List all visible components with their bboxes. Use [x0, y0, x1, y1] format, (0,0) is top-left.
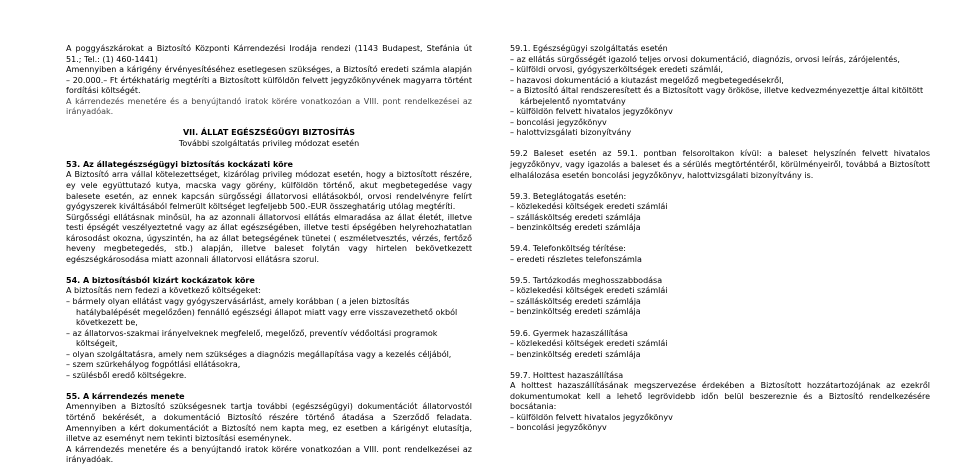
p59-5-heading: 59.5. Tartózkodás meghosszabbodása [510, 275, 663, 285]
p55-text: Amennyiben a Biztosító szükségesnek tartja további (egészségügyi) dokumentációt állatorvostól történő bekérését, a dokumentáció Biztosító részére történő átadása a Szerződő feladata. Amennyiben a kért dokumentációt a Biztosító nem kapta meg, ez esetben a kárigényt elutasítja, illetve az eseményt nem tekinti biztosítási eseménynek. [66, 402, 472, 444]
list-item: – szállásköltség eredeti számlája [510, 212, 641, 222]
p55-heading: 55. A kárrendezés menete [66, 391, 185, 401]
p59-7-text: A holttest hazaszállításának megszervezése érdekében a Biztosított hozzátartozójának az ezekről dokumentumokat kell a lehető legrövidebb időn belül beszereznie és a Biztosító rendelkezésére bocsátania: [510, 381, 930, 412]
list-item: – benzinköltség eredeti számlája [510, 349, 641, 359]
intro-claims-ref: A kárrendezés menetére és a benyújtandó iratok körére vonatkozóan a VIII. pont rendelkezései az irányadóak. [66, 96, 472, 117]
p59-5-list [510, 286, 930, 318]
list-item: – közlekedési költségek eredeti számlái [510, 202, 668, 212]
p54-heading: 54. A biztosításból kizárt kockázatok köre [66, 275, 255, 285]
list-item: – a Biztosító által rendszeresített és a Biztosított vagy örököse, illetve kedvezményezettje által kitöltött kárbejelentő nyomtatvány [510, 86, 924, 106]
list-item: – az ellátás sürgősségét igazoló teljes orvosi dokumentáció, diagnózis, orvosi leírás, zárójelentés, [510, 54, 900, 64]
right-column [510, 44, 930, 434]
p55-text2: A kárrendezés menetére és a benyújtandó iratok körére vonatkozóan a VIII. pont rendelkezései az irányadóak. [66, 444, 472, 465]
list-item: – közlekedési költségek eredeti számlái [510, 286, 668, 296]
list-item: – szállásköltség eredeti számlája [510, 296, 641, 306]
intro-contact: A poggyászkárokat a Biztosító Központi Kárrendezési Irodája rendezi (1143 Budapest, Stefánia út 51.; Tel.: (1) 460-1441) [66, 44, 472, 64]
p59-3-list [510, 202, 930, 234]
list-item: – külföldön felvett hivatalos jegyzőkönyv [510, 412, 673, 422]
p59-4-heading: 59.4. Telefonköltség térítése: [510, 244, 626, 254]
list-item: – eredeti részletes telefonszámla [510, 254, 642, 264]
p54-list [66, 297, 472, 381]
p54-intro: A biztosítás nem fedezi a következő költségeket: [66, 286, 261, 296]
list-item: – benzinköltség eredeti számlája [510, 307, 641, 317]
section-title: VII. ÁLLAT EGÉSZSÉGÜGYI BIZTOSÍTÁS [182, 128, 356, 138]
p59-6-heading: 59.6. Gyermek hazaszállítása [510, 328, 628, 338]
list-item: – külföldön felvett hivatalos jegyzőkönyv [510, 107, 673, 117]
section-subtitle: További szolgáltatás privileg módozat esetén [178, 138, 360, 148]
p59-7-list [510, 413, 930, 434]
p53-text: A Biztosító arra vállal kötelezettséget, kizárólag privileg módozat esetén, hogy a biztosított részére, ey vele együttutazó kutya, macska vagy görény, külföldön történő, akut megbetegedése vagy balesete esetén, az ennek kapcsán sürgősségi állatorvosi ellátásokból, orvosi rendelvényre felírt gyógyszerek kiváltásából felmerült költséget legfeljebb 500.-EUR összeghatárig utólag megtéríti. [66, 170, 472, 212]
list-item: – külföldi orvosi, gyógyszerköltségek eredeti számlái, [510, 65, 724, 75]
list-item: – szem szürkehályog fogpótlási ellátásokra, [66, 360, 241, 370]
list-item: – hazavosi dokumentáció a kiutazást megelőző megbetegedésekről, [510, 75, 784, 85]
list-item: – bármely olyan ellátást vagy gyógyszervásárlást, amely korábban ( a jelen biztosítás hatálybalépését megelőzően) fennálló egészségi állapot miatt vagy erre visszavezethető okból következett be, [66, 296, 458, 328]
p59-7-heading: 59.7. Holttest hazaszállítása [510, 370, 624, 380]
list-item: – benzinköltség eredeti számlája [510, 223, 641, 233]
list-item: – boncolási jegyzőkönyv [510, 117, 607, 127]
left-column [66, 44, 472, 466]
list-item: – olyan szolgáltatásra, amely nem szükséges a diagnózis megállapítása vagy a kezelés céljából, [66, 349, 452, 359]
list-item: – az állatorvos-szakmai irányelveknek megfelelő, megelőző, preventív védőoltási programok költségeit, [66, 328, 438, 349]
list-item: – halottvizsgálati bizonyítvány [510, 128, 632, 138]
list-item: – közlekedési költségek eredeti számlái [510, 339, 668, 349]
p59-6-list [510, 339, 930, 360]
p53-text2: Sürgősségi ellátásnak minősül, ha az azonnali állatorvosi ellátás elmaradása az állat életét, illetve testi épségét veszélyeztetné vagy az állat egészségében, illetve testi épségében helyrehozhatatlan károsodást okozna, úgyszintén, ha az állat betegségének tünetei ( eszméletvesztés, vérzés, fertőző heveny megbetegedés, stb.) alapján, illetve baleset folytán vagy hirtelen bekövetkezett egészségkárosodása miatt azonnali állatorvosi ellátásra szorul. [66, 212, 472, 264]
p59-4-list [510, 255, 930, 266]
p59-3-heading: 59.3. Beteglátogatás esetén: [510, 191, 627, 201]
p59-2-text: 59.2 Baleset esetén az 59.1. pontban felsoroltakon kívül: a baleset helyszínén felvett hivatalos jegyzőkönyv, vagy igazolás a baleset és a sérülés megtörténtéről, körülményeiről, továbbá a Biztosított elhalálozása esetén boncolási jegyzőkönyv, halottvizsgálati bizonyítvány is. [510, 149, 930, 180]
list-item: – szülésből eredő költségekre. [66, 370, 187, 380]
intro-translation: Amennyiben a kárigény érvényesítéséhez esetlegesen szükséges, a Biztosító eredeti számla alapján – 20.000.– Ft értékhatárig megtéríti a Biztosított külföldön felvett jegyzőkönyvének magyarra történt fordítási költségét. [66, 65, 472, 96]
p59-1-heading: 59.1. Egészségügyi szolgáltatás esetén [510, 44, 668, 53]
list-item: – boncolási jegyzőkönyv [510, 423, 607, 433]
p59-1-list [510, 55, 930, 139]
p53-heading: 53. Az állategészségügyi biztosítás kockázati köre [66, 159, 293, 169]
